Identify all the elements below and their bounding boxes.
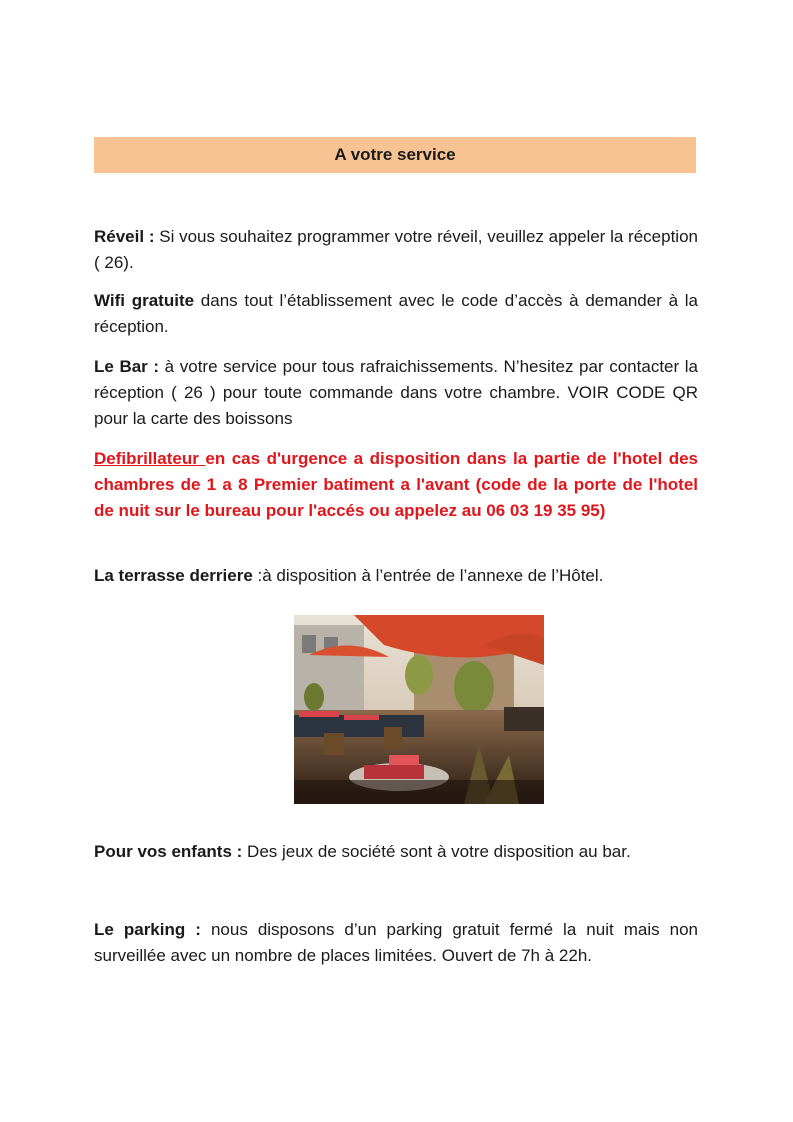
terrasse-text: :à disposition à l’entrée de l’annexe de l’Hôtel. <box>252 566 604 585</box>
defibrillator-paragraph <box>94 446 698 524</box>
wifi-label: Wifi gratuite <box>94 291 195 310</box>
wifi-text: dans tout l’établissement avec le code d’accès à demander à la réception. <box>94 291 699 336</box>
banner-title: A votre service <box>334 145 456 164</box>
wifi-paragraph <box>94 288 698 340</box>
parking-label: Le parking : <box>94 920 201 939</box>
defibrillator-label: Defibrillateur <box>94 449 206 468</box>
reveil-paragraph <box>94 224 698 276</box>
enfants-text: Des jeux de société sont à votre disposition au bar. <box>242 842 631 861</box>
parking-paragraph <box>94 917 698 969</box>
enfants-paragraph <box>94 839 698 865</box>
parking-text: nous disposons d’un parking gratuit fermé la nuit mais non surveillée avec un nombre de places limitées. Ouvert de 7h à 22h. <box>94 920 698 965</box>
bar-text: à votre service pour tous rafraichissements. N’hesitez par contacter la réception ( 26 ) pour toute commande dans votre chambre. VOIR CODE QR pour la carte des boissons <box>94 357 698 428</box>
enfants-label: Pour vos enfants : <box>94 842 243 861</box>
reveil-label: Réveil : <box>94 227 155 246</box>
reveil-text: Si vous souhaitez programmer votre réveil, veuillez appeler la réception ( 26). <box>94 227 698 272</box>
terrasse-paragraph <box>94 563 698 589</box>
terrace-photo <box>294 615 544 804</box>
terrasse-label: La terrasse derriere <box>94 566 253 585</box>
bar-paragraph <box>94 354 698 432</box>
section-banner <box>94 137 696 173</box>
bar-label: Le Bar : <box>94 357 160 376</box>
defibrillator-text: en cas d'urgence a disposition dans la partie de l'hotel des chambres de 1 a 8 Premier batiment a l'avant (code de la porte de l'hotel de nuit sur le bureau pour l'accés ou appelez au 06 03 19 35 95) <box>94 449 698 520</box>
